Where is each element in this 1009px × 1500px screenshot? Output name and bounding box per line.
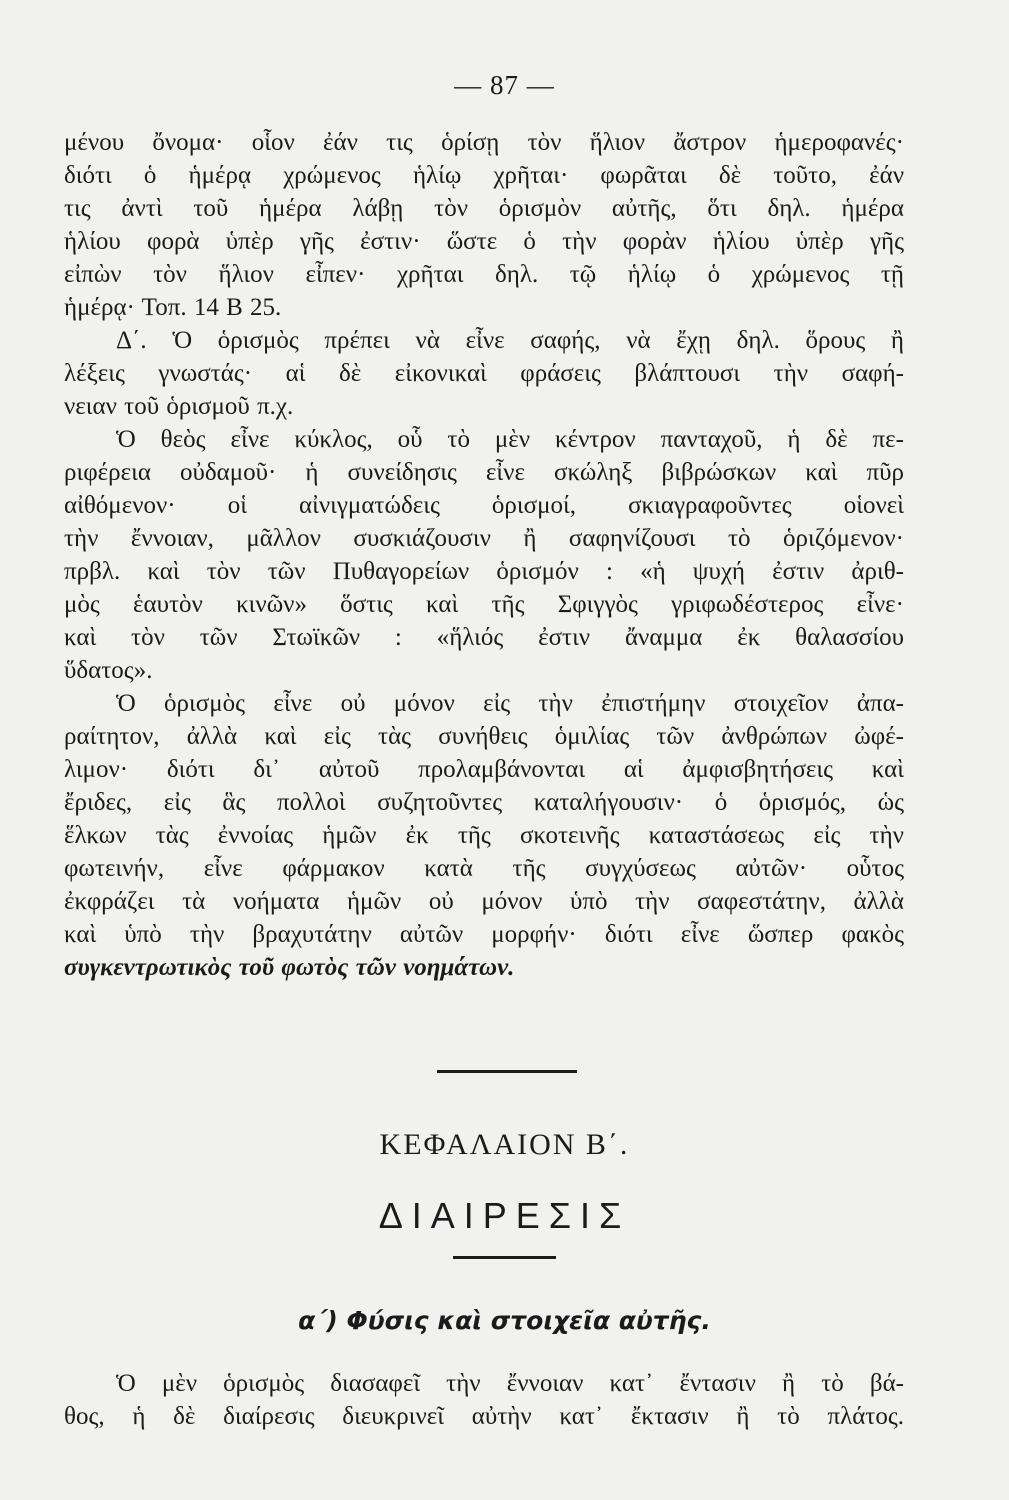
paragraph-4	[64, 687, 904, 984]
text-line: ραίτητον, ἀλλὰ καὶ εἰς τὰς συνήθεις ὁμιλίας τῶν ἀνθρώπων ὠφέ-	[64, 723, 904, 750]
section-title: ΔΙΑΙΡΕΣΙΣ	[378, 1195, 631, 1236]
text-line: τις ἀντὶ τοῦ ἡμέρα λάβῃ τὸν ὁρισμὸν αὐτῆς, ὅτι δηλ. ἡμέρα	[64, 195, 904, 222]
text-line: καὶ τὸν τῶν Στωϊκῶν : «ἥλιός ἐστιν ἄναμμα ἐκ θαλασσίου	[64, 624, 904, 651]
text-line: θος, ἡ δὲ διαίρεσις διευκρινεῖ αὐτὴν κατ᾽ ἔκτασιν ἢ τὸ πλάτος.	[64, 1403, 904, 1430]
text-line: συγκεντρωτικὸς τοῦ φωτὸς τῶν νοημάτων.	[64, 954, 515, 981]
text-line: ἐκφράζει τὰ νοήματα ἡμῶν οὐ μόνον ὑπὸ τὴν σαφεστάτην, ἀλλὰ	[64, 888, 904, 915]
text-line: λιμον· διότι δι᾽ αὐτοῦ προλαμβάνονται αἱ ἀμφισβητήσεις καὶ	[64, 756, 904, 783]
text-line: νειαν τοῦ ὁρισμοῦ π.χ.	[64, 393, 294, 420]
text-line: ἡμέρᾳ· Τοπ. 14 Β 25.	[64, 294, 282, 321]
paragraph-2	[64, 324, 904, 423]
text-line: ὕδατος».	[64, 657, 153, 684]
page-number: — 87 —	[454, 70, 555, 100]
text-line: καὶ ὑπὸ τὴν βραχυτάτην αὐτῶν μορφήν· διότι εἶνε ὥσπερ φακὸς	[64, 921, 904, 948]
paragraph-5	[64, 1367, 904, 1433]
separator-rule-top	[437, 1070, 577, 1073]
text-line: τὴν ἔννοιαν, μᾶλλον συσκιάζουσιν ἢ σαφηνίζουσι τὸ ὁριζόμενον·	[64, 525, 904, 552]
text-line: Ὁ μὲν ὁρισμὸς διασαφεῖ τὴν ἔννοιαν κατ᾽ ἔντασιν ἢ τὸ βά-	[116, 1370, 904, 1397]
text-line: ριφέρεια οὐδαμοῦ· ἡ συνείδησις εἶνε σκώληξ βιβρώσκων καὶ πῦρ	[64, 459, 904, 486]
text-line: Ὁ θεὸς εἶνε κύκλος, οὗ τὸ μὲν κέντρον πανταχοῦ, ἡ δὲ πε-	[116, 426, 904, 453]
main-text	[64, 126, 904, 984]
paragraph-3	[64, 423, 904, 687]
text-line: Δ΄. Ὁ ὁρισμὸς πρέπει νὰ εἶνε σαφής, νὰ ἔχῃ δηλ. ὅρους ἢ	[116, 327, 904, 354]
text-line: φωτεινήν, εἶνε φάρμακον κατὰ τῆς συγχύσεως αὐτῶν· οὗτος	[64, 855, 904, 882]
text-line: μὸς ἑαυτὸν κινῶν» ὅστις καὶ τῆς Σφιγγὸς γριφωδέστερος εἶνε·	[64, 591, 904, 618]
text-line: αἰθόμενον· οἱ αἰνιγματώδεις ὁρισμοί, σκιαγραφοῦντες οἱονεὶ	[64, 492, 904, 519]
text-line: ἕλκων τὰς ἐννοίας ἡμῶν ἐκ τῆς σκοτεινῆς καταστάσεως εἰς τὴν	[64, 822, 904, 849]
text-line: ἔριδες, εἰς ἃς πολλοὶ συζητοῦντες καταλήγουσιν· ὁ ὁρισμός, ὡς	[64, 789, 904, 816]
text-line: εἰπὼν τὸν ἥλιον εἶπεν· χρῆται δηλ. τῷ ἡλίῳ ὁ χρώμενος τῇ	[64, 261, 904, 288]
separator-rule-bottom	[453, 1256, 556, 1259]
chapter-heading: ΚΕΦΑΛΑΙΟΝ Β΄.	[379, 1128, 630, 1161]
text-line: διότι ὁ ἡμέρᾳ χρώμενος ἡλίῳ χρῆται· φωρᾶται δὲ τοῦτο, ἐάν	[64, 162, 904, 189]
text-line: πρβλ. καὶ τὸν τῶν Πυθαγορείων ὁρισμόν : «ἡ ψυχή ἐστιν ἀριθ-	[64, 558, 904, 585]
paragraph-1	[64, 126, 904, 324]
text-line: Ὁ ὁρισμὸς εἶνε οὐ μόνον εἰς τὴν ἐπιστήμην στοιχεῖον ἀπα-	[116, 690, 904, 717]
text-line: μένου ὄνομα· οἷον ἐάν τις ὁρίσῃ τὸν ἥλιον ἄστρον ἡμεροφανές·	[64, 129, 904, 156]
subsection-title: α΄) Φύσις καὶ στοιχεῖα αὐτῆς.	[298, 1306, 711, 1335]
text-line: λέξεις γνωστάς· αἱ δὲ εἰκονικαὶ φράσεις βλάπτουσι τὴν σαφή-	[64, 360, 904, 387]
text-line: ἡλίου φορὰ ὑπὲρ γῆς ἐστιν· ὥστε ὁ τὴν φορὰν ἡλίου ὑπὲρ γῆς	[64, 228, 904, 255]
